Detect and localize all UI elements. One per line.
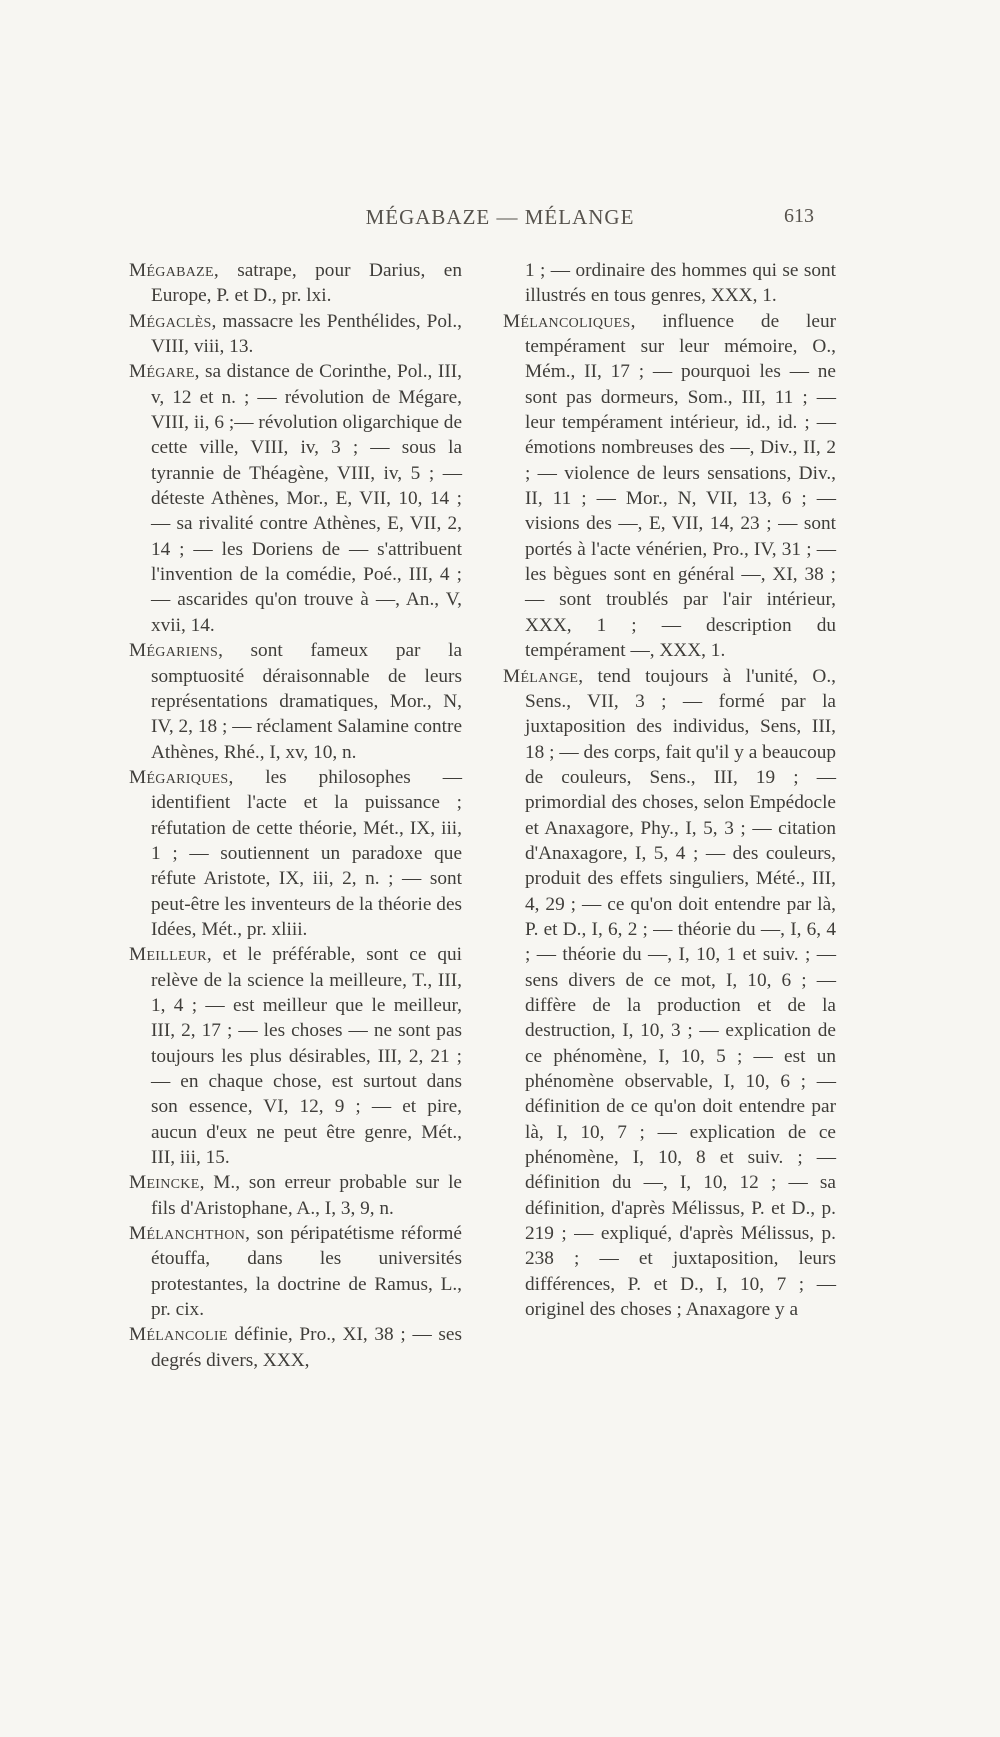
entry-headword: Meincke [129,1172,200,1194]
entry-text: définie, Pro., XI, 38 ; — ses degrés divers, XXX, [151,1324,462,1371]
index-entry [129,1322,462,1373]
entry-headword: Mégare [129,361,195,383]
entry-text: , les philosophes — identifient l'acte et la puissance ; réfutation de cette théorie, Mét., IX, iii, 1 ; — soutiennent un paradoxe que réfute Aristote, IX, iii, 2, n. ; — sont peut-être les inventeurs de la théorie des Idées, Mét., pr. xliii. [151,766,462,940]
entry-headword: Mégariens [129,640,219,662]
entry-text: , M., son erreur probable sur le fils d'Aristophane, A., I, 3, 9, n. [151,1172,462,1219]
index-entry [129,942,462,1170]
index-entry [129,1170,462,1221]
index-entry [503,664,836,1323]
index-entry [129,638,462,765]
right-column [503,258,836,1322]
entry-text: , influence de leur tempérament sur leur mémoire, O., Mém., II, 17 ; — pourquoi les — ne sont pas dormeurs, Som., III, 11 ; — leur tempérament intérieur, id., id. ; — émotions nombreuses des —, Div., II, 2 ; — violence de leurs sensations, Div., II, 11 ; — Mor., N, VII, 13, 6 ; — visions des —, E, VII, 14, 23 ; — sont portés à l'acte vénérien, Pro., IV, 31 ; — les bègues sont en général —, XI, 38 ; — sont troublés par l'air intérieur, XXX, 1 ; — description du tempérament —, XXX, 1. [525,310,836,662]
entry-text: , satrape, pour Darius, en Europe, P. et D., pr. lxi. [151,260,462,307]
page-number: 613 [784,205,814,227]
index-entry [129,1221,462,1322]
entry-headword: Mélange [503,665,579,687]
index-entry [503,309,836,664]
left-column [129,258,462,1373]
index-entry [129,765,462,942]
entry-continuation: 1 ; — ordinaire des hommes qui se sont illustrés en tous genres, XXX, 1. [525,260,836,307]
entry-headword: Mégaclès [129,310,212,332]
running-head [0,205,1000,235]
entry-headword: Mégariques [129,766,229,788]
entry-text: , son péripatétisme réformé étouffa, dans les universités protestantes, la doctrine de Ramus, L., pr. cix. [151,1223,462,1321]
entry-headword: Mélancoliques [503,310,631,332]
entry-text: , sont fameux par la somptuosité déraisonnable de leurs représentations dramatiques, Mor., N, IV, 2, 18 ; — réclament Salamine contre Athènes, Rhé., I, xv, 10, n. [151,640,462,763]
entry-text: , sa distance de Corinthe, Pol., III, v, 12 et n. ; — révolution de Mégare, VIII, ii, 6 ;— révolution oligarchique de cette ville, VIII, iv, 3 ; — sous la tyrannie de Théagène, VIII, iv, 5 ; — déteste Athènes, Mor., E, VII, 10, 14 ; — sa rivalité contre Athènes, E, VII, 2, 14 ; — les Doriens de — s'attribuent l'invention de la comédie, Poé., III, 4 ; — ascarides qu'on trouve à —, An., V, xvii, 14. [151,361,462,636]
index-entry [129,359,462,638]
running-head-title: MÉGABAZE — MÉLANGE [365,205,635,229]
entry-text: , et le préférable, sont ce qui relève de la science la meilleure, T., III, 1, 4 ; — est meilleur que le meilleur, III, 2, 17 ; — les choses — ne sont pas toujours les plus désirables, III, 2, 21 ; — en chaque chose, est surtout dans son essence, VI, 12, 9 ; — et pire, aucun d'eux ne peut être genre, Mét., III, iii, 15. [151,944,462,1169]
entry-headword: Mélanchthon [129,1223,246,1245]
entry-headword: Mélancolie [129,1324,228,1346]
entry-headword: Mégabaze [129,260,214,281]
index-entry [129,309,462,360]
entry-text: , massacre les Penthélides, Pol., VIII, viii, 13. [151,310,462,358]
entry-headword: Meilleur [129,944,207,966]
index-entry [129,258,462,309]
entry-text: , tend toujours à l'unité, O., Sens., VII, 3 ; — formé par la juxtaposition des individus, Sens, III, 18 ; — des corps, fait qu'il y a beaucoup de couleurs, Sens., III, 19 ; — primordial des choses, selon Empédocle et Anaxagore, Phy., I, 5, 3 ; — citation d'Anaxagore, I, 5, 4 ; — des couleurs, produit des effets singuliers, Mété., III, 4, 29 ; — ce qu'on doit entendre par là, P. et D., I, 6, 2 ; — théorie du —, I, 6, 4 ; — théorie du —, I, 10, 1 et suiv. ; — sens divers de ce mot, I, 10, 6 ; — diffère de la production et de la destruction, I, 10, 3 ; — explication de ce phénomène, I, 10, 5 ; — est un phénomène observable, I, 10, 6 ; — définition de ce qu'on doit entendre par là, I, 10, 7 ; — explication de ce phénomène, I, 10, 8 et suiv. ; — définition du —, I, 10, 12 ; — sa définition, d'après Mélissus, P. et D., p. 219 ; — expliqué, d'après Mélissus, p. 238 ; — et juxtaposition, leurs différences, P. et D., I, 10, 7 ; — originel des choses ; Anaxagore y a [525,665,836,1321]
